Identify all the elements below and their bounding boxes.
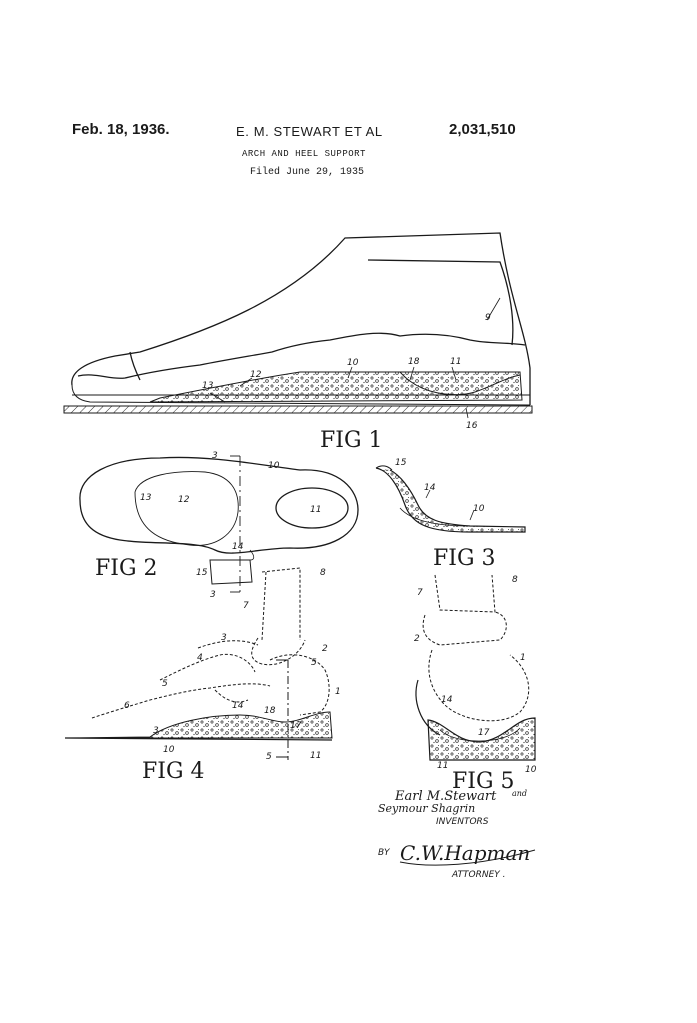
patent-date: Feb. 18, 1936. — [72, 121, 170, 138]
signature-block — [378, 789, 535, 880]
figure-4-caption: FIG 4 — [142, 759, 205, 784]
ref-label: 10 — [268, 461, 280, 471]
ref-label: 5 — [311, 658, 317, 668]
ref-label: 13 — [140, 493, 152, 503]
ref-label: 11 — [310, 505, 322, 515]
ref-label: 10 — [347, 358, 359, 368]
ref-label: 11 — [450, 357, 462, 367]
ref-label: 2 — [414, 634, 420, 644]
ref-label: 18 — [264, 706, 276, 716]
ref-label: 10 — [163, 745, 175, 755]
ref-label: 3 — [153, 726, 159, 736]
ref-label: 7 — [243, 601, 249, 611]
figure-5-caption: FIG 5 — [452, 769, 515, 794]
ref-label: 13 — [202, 381, 214, 391]
figure-3 — [376, 466, 525, 532]
ref-label: 17 — [290, 721, 302, 731]
figure-2-labels — [95, 451, 321, 600]
attorney-label: ATTORNEY . — [452, 870, 506, 880]
figure-1 — [64, 233, 532, 418]
ref-label: 8 — [512, 575, 518, 585]
patent-number: 2,031,510 — [449, 121, 516, 138]
ref-label: 4 — [197, 653, 203, 663]
ref-label: 15 — [395, 458, 407, 468]
inventor-2-signature: Seymour Shagrin — [378, 802, 476, 815]
ref-label: 14 — [232, 542, 244, 552]
ref-label: 17 — [478, 728, 490, 738]
figure-4 — [65, 568, 332, 760]
figure-5 — [416, 575, 535, 760]
ref-label: 16 — [466, 421, 478, 431]
filed-date: Filed June 29, 1935 — [250, 167, 365, 178]
ref-label: 15 — [196, 568, 208, 578]
inventor-1-signature: Earl M.Stewart — [395, 789, 497, 804]
ref-label: 1 — [520, 653, 526, 663]
inventor-name: E. M. STEWART ET AL — [236, 124, 383, 139]
figure-5-labels — [414, 575, 537, 794]
ref-label: 3 — [212, 451, 218, 461]
ref-label: 11 — [310, 751, 322, 761]
ref-label: 2 — [322, 644, 328, 654]
ref-label: 3 — [221, 633, 227, 643]
ref-label: 14 — [424, 483, 436, 493]
attorney-signature: C.W.Hapman — [400, 841, 531, 865]
ref-label: 14 — [232, 701, 244, 711]
patent-title: ARCH AND HEEL SUPPORT — [242, 149, 366, 159]
ref-label: 12 — [178, 495, 190, 505]
ref-label: 1 — [335, 687, 341, 697]
by-label: BY — [378, 848, 390, 858]
ref-label: 5 — [266, 752, 272, 762]
ref-label: 7 — [417, 588, 423, 598]
ref-label: 11 — [437, 761, 449, 771]
figure-4-labels — [124, 568, 341, 784]
ref-label: 10 — [473, 504, 485, 514]
ref-label: 14 — [441, 695, 453, 705]
figure-1-caption: FIG 1 — [320, 428, 383, 453]
figure-3-caption: FIG 3 — [433, 546, 496, 571]
ref-label: 10 — [525, 765, 537, 775]
ref-label: 5 — [162, 679, 168, 689]
and-text: and — [512, 789, 528, 798]
ref-label: 3 — [210, 590, 216, 600]
figure-2-caption: FIG 2 — [95, 556, 158, 581]
ref-label: 12 — [250, 370, 262, 380]
ref-label: 8 — [320, 568, 326, 578]
ref-label: 9 — [485, 313, 491, 323]
ref-label: 18 — [408, 357, 420, 367]
inventors-label: INVENTORS — [436, 817, 489, 827]
ref-label: 6 — [124, 701, 130, 711]
